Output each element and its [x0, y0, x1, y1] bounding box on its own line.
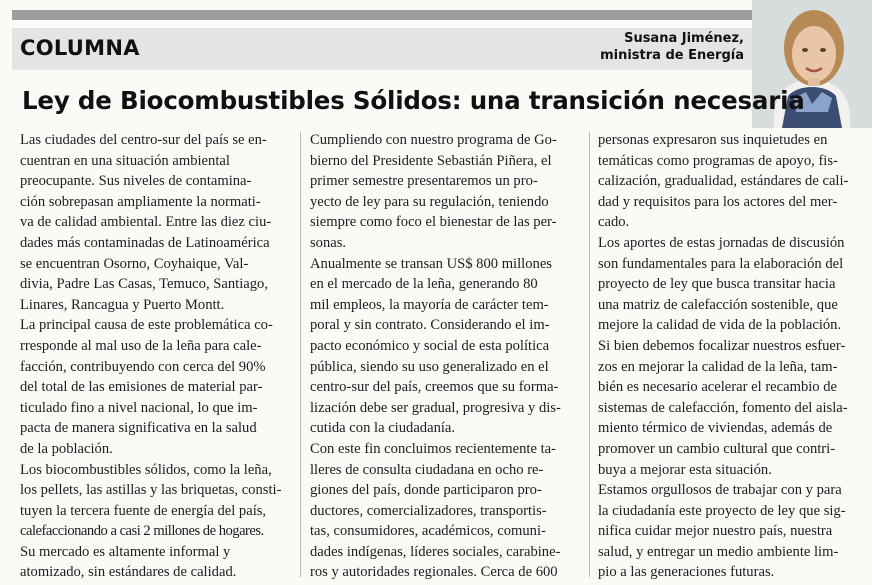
- text-line: cado.: [598, 214, 630, 231]
- text-line: dades indígenas, líderes sociales, carabine-: [310, 543, 561, 560]
- text-line: de la población.: [20, 440, 113, 457]
- text-line: dades más contaminadas de Latinoamérica: [20, 234, 270, 251]
- article-column-1: [20, 130, 294, 583]
- text-line: va de calidad ambiental. Entre las diez ciu-: [20, 214, 272, 231]
- text-line: ros y autoridades regionales. Cerca de 600: [310, 564, 558, 581]
- text-line: calización, gradualidad, estándares de cali-: [598, 173, 849, 190]
- text-line: bién es necesario acelerar el recambio de: [598, 379, 838, 396]
- author-role: ministra de Energía: [600, 48, 744, 63]
- text-line: ción sobrepasan ampliamente la normati-: [20, 193, 261, 210]
- text-line: divia, Padre Las Casas, Temuco, Santiago,: [20, 276, 268, 293]
- text-line: una matriz de calefacción sostenible, que: [598, 296, 838, 313]
- text-line: pio a las generaciones futuras.: [598, 564, 775, 581]
- text-line: salud, y entregar un medio ambiente lim-: [598, 543, 839, 560]
- text-line: yecto de ley para su regulación, teniendo: [310, 193, 549, 210]
- text-line: lización debe ser gradual, progresiva y dis-: [310, 399, 561, 416]
- text-line: del total de las emisiones de material par-: [20, 379, 263, 396]
- text-line: La principal causa de este problemática co-: [20, 317, 273, 334]
- article-column-3: [598, 130, 868, 583]
- text-line: los pellets, las astillas y las briquetas, consti-: [20, 482, 282, 499]
- text-line: personas expresaron sus inquietudes en: [598, 132, 828, 148]
- text-line: siempre como foco el bienestar de las per-: [310, 214, 557, 231]
- text-line: promover un cambio cultural que contri-: [598, 440, 836, 457]
- column-divider: [589, 132, 590, 577]
- text-line: zos en mejorar la calidad de la leña, tam-: [598, 358, 838, 375]
- text-line: pública, siendo su uso generalizado en el: [310, 358, 549, 375]
- text-line: son fundamentales para la elaboración del: [598, 255, 844, 272]
- text-line: ductores, comercializadores, transportis-: [310, 502, 547, 519]
- author-name: Susana Jiménez,: [624, 31, 744, 46]
- text-line: pacta de manera significativa en la salud: [20, 420, 257, 437]
- text-line: proyecto de ley que busca transitar hacia: [598, 276, 836, 293]
- section-label: COLUMNA: [20, 36, 140, 60]
- text-line: buya a mejorar esta situación.: [598, 461, 772, 478]
- headline: Ley de Biocombustibles Sólidos: una transición necesaria: [22, 86, 805, 115]
- text-line: calefaccionando a casi 2 millones de hogares.: [20, 523, 264, 540]
- text-line: Si bien debemos focalizar nuestros esfuer-: [598, 337, 846, 354]
- text-line: cutida con la ciudadanía.: [310, 420, 456, 437]
- text-line: sonas.: [310, 234, 347, 251]
- text-line: Cumpliendo con nuestro programa de Go-: [310, 132, 557, 148]
- text-line: sistemas de calefacción, fomento del aisla-: [598, 399, 848, 416]
- text-line: nifica cuidar mejor nuestro país, nuestra: [598, 523, 833, 540]
- text-line: Las ciudades del centro-sur del país se en-: [20, 132, 267, 148]
- text-line: temáticas como programas de apoyo, fis-: [598, 152, 838, 169]
- text-line: Estamos orgullosos de trabajar con y para: [598, 482, 842, 499]
- text-line: Anualmente se transan US$ 800 millones: [310, 255, 552, 272]
- text-line: pacto económico y social de esta política: [310, 337, 550, 354]
- text-line: atomizado, sin estándares de calidad.: [20, 564, 237, 581]
- text-line: dad y requisitos para los actores del mer-: [598, 193, 838, 210]
- text-line: Con este fin concluimos recientemente ta-: [310, 440, 556, 457]
- text-line: Los biocombustibles sólidos, como la leña,: [20, 461, 272, 478]
- text-line: rresponde al mal uso de la leña para cale-: [20, 337, 262, 354]
- text-line: centro-sur del país, creemos que su forma-: [310, 379, 559, 396]
- text-line: se encuentran Osorno, Coyhaique, Val-: [20, 255, 249, 272]
- text-line: mil empleos, la mayoría de carácter tem-: [310, 296, 549, 313]
- text-line: tas, consumidores, académicos, comuni-: [310, 523, 546, 540]
- text-line: Linares, Rancagua y Puerto Montt.: [20, 296, 225, 313]
- text-line: Los aportes de estas jornadas de discusión: [598, 234, 845, 251]
- text-line: giones del país, donde participaron pro-: [310, 482, 542, 499]
- text-line: lleres de consulta ciudadana en ocho re-: [310, 461, 544, 478]
- text-line: la ciudadanía este proyecto de ley que sig-: [598, 502, 846, 519]
- article-column-2: [310, 130, 584, 583]
- text-line: ticulado fino a nivel nacional, lo que im-: [20, 399, 258, 416]
- text-line: preocupante. Sus niveles de contamina-: [20, 173, 252, 190]
- top-rule: [12, 10, 754, 20]
- text-line: miento térmico de viviendas, además de: [598, 420, 833, 437]
- text-line: facción, contribuyendo con cerca del 90%: [20, 358, 266, 375]
- text-line: en el mercado de la leña, generando 80: [310, 276, 538, 293]
- text-line: tuyen la tercera fuente de energía del país,: [20, 502, 267, 519]
- text-line: cuentran en una situación ambiental: [20, 152, 230, 169]
- text-line: Su mercado es altamente informal y: [20, 543, 231, 560]
- text-line: mejore la calidad de vida de la población.: [598, 317, 842, 334]
- text-line: poral y sin contrato. Considerando el im-: [310, 317, 550, 334]
- byline: [600, 30, 744, 64]
- column-divider: [300, 132, 301, 577]
- text-line: bierno del Presidente Sebastián Piñera, el: [310, 152, 552, 169]
- text-line: primer semestre presentaremos un pro-: [310, 173, 538, 190]
